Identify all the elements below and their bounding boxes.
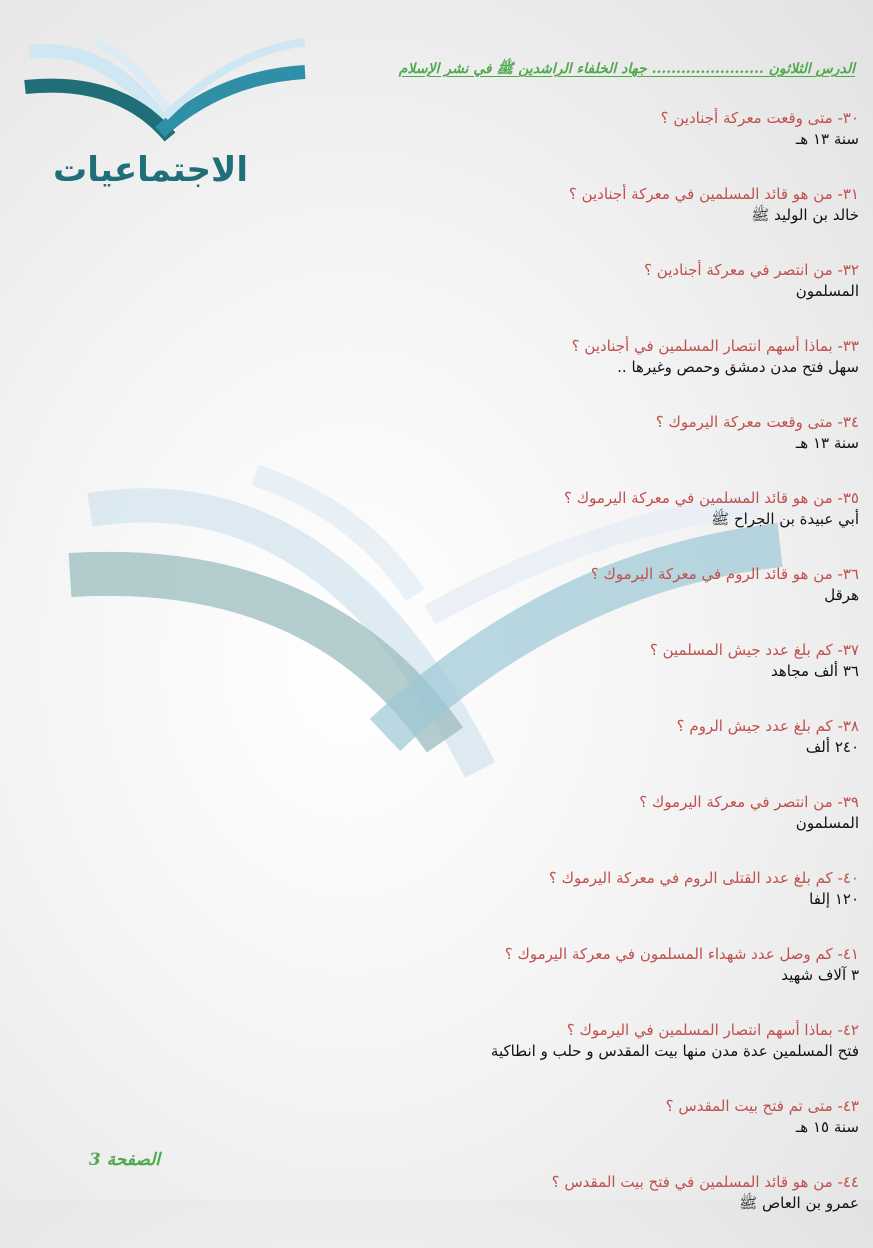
qa-item (29, 792, 859, 868)
question-text: ٣٨- كم بلغ عدد جيش الروم ؟ (676, 717, 859, 735)
answer-text: سنة ١٣ هـ (795, 130, 859, 148)
answer-text: فتح المسلمين عدة مدن منها بيت المقدس و حلب و انطاكية (490, 1042, 859, 1060)
answer-text: ٣٦ ألف مجاهد (771, 662, 859, 680)
answer-text: خالد بن الوليد ﷺ (751, 206, 859, 224)
lesson-title: الدرس الثلاثون ....................... جهاد الخلفاء الراشدين ﷺ في نشر الإسلام (398, 61, 855, 77)
answer-text: سنة ١٥ هـ (795, 1118, 859, 1136)
qa-item (29, 412, 859, 488)
question-text: ٤١- كم وصل عدد شهداء المسلمون في معركة اليرموك ؟ (504, 945, 859, 963)
answer-text: المسلمون (795, 814, 859, 832)
answer-text: سهل فتح مدن دمشق وحمص وغيرها .. (617, 358, 859, 376)
question-text: ٤٤- من هو قائد المسلمين في فتح بيت المقدس ؟ (551, 1173, 859, 1191)
question-text: ٣٤- متى وقعت معركة اليرموك ؟ (655, 413, 859, 431)
question-text: ٤٢- بماذا أسهم انتصار المسلمين في اليرموك ؟ (566, 1021, 859, 1039)
qa-item (29, 716, 859, 792)
qa-item (29, 868, 859, 944)
question-text: ٣٣- بماذا أسهم انتصار المسلمين في أجنادين ؟ (571, 337, 859, 355)
answer-text: ٣ آلاف شهيد (781, 966, 859, 984)
question-text: ٤٠- كم بلغ عدد القتلى الروم في معركة اليرموك ؟ (548, 869, 859, 887)
question-text: ٤٣- متى تم فتح بيت المقدس ؟ (665, 1097, 859, 1115)
answer-text: هرقل (824, 586, 859, 604)
answer-text: سنة ١٣ هـ (795, 434, 859, 452)
qa-item (29, 336, 859, 412)
qa-list (29, 108, 859, 1248)
question-text: ٣٠- متى وقعت معركة أجنادين ؟ (660, 109, 859, 127)
qa-item (29, 944, 859, 1020)
qa-item (29, 1020, 859, 1096)
qa-item (29, 260, 859, 336)
qa-item (29, 488, 859, 564)
answer-text: عمرو بن العاص ﷺ (739, 1194, 859, 1212)
question-text: ٣٧- كم بلغ عدد جيش المسلمين ؟ (649, 641, 859, 659)
qa-item (29, 108, 859, 184)
answer-text: ١٢٠ إلفا (809, 890, 859, 908)
question-text: ٣٦- من هو قائد الروم في معركة اليرموك ؟ (590, 565, 859, 583)
question-text: ٣٥- من هو قائد المسلمين في معركة اليرموك ؟ (563, 489, 859, 507)
page-number: الصفحة 3 (88, 1150, 160, 1170)
answer-text: ٢٤٠ ألف (805, 738, 859, 756)
qa-item (29, 564, 859, 640)
question-text: ٣٩- من انتصر في معركة اليرموك ؟ (639, 793, 859, 811)
answer-text: المسلمون (795, 282, 859, 300)
qa-item (29, 1172, 859, 1248)
qa-item (29, 184, 859, 260)
answer-text: أبي عبيدة بن الجراح ﷺ (711, 510, 859, 528)
question-text: ٣١- من هو قائد المسلمين في معركة أجنادين ؟ (568, 185, 859, 203)
qa-item (29, 640, 859, 716)
logo-text: الاجتماعيات (53, 150, 248, 190)
question-text: ٣٢- من انتصر في معركة أجنادين ؟ (644, 261, 859, 279)
